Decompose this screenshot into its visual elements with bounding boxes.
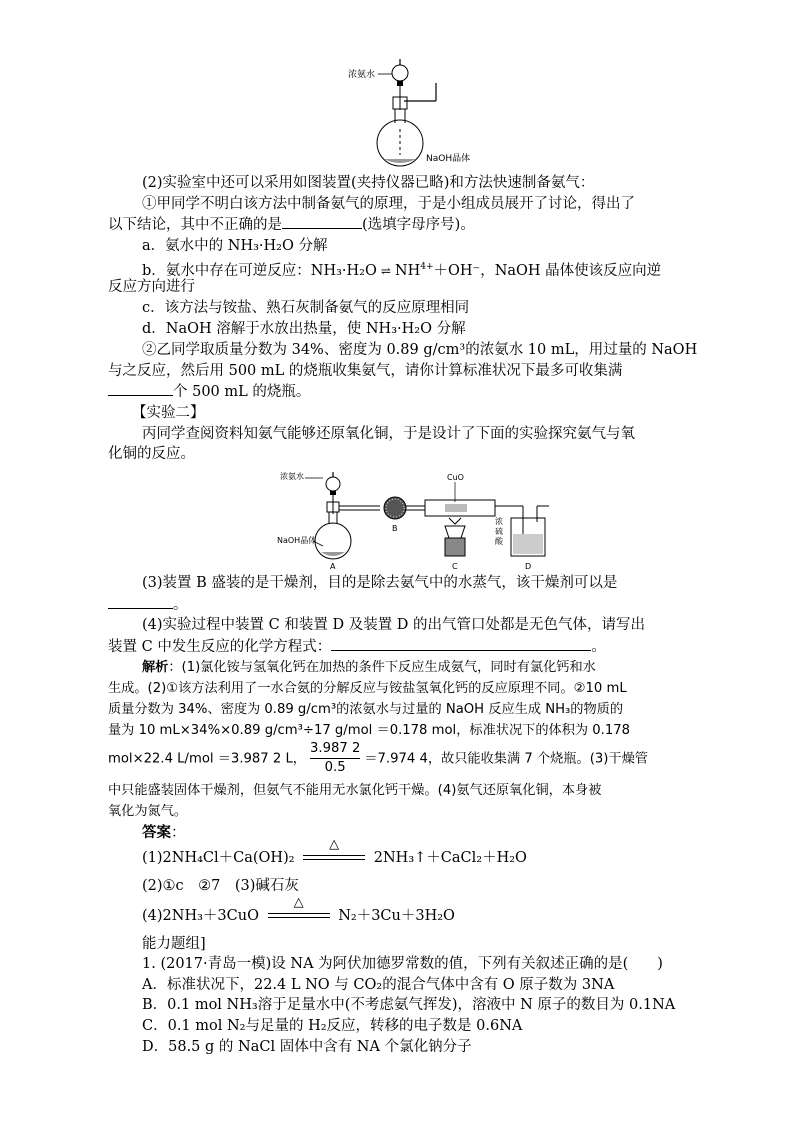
- analysis-label: 解析: [142, 660, 169, 675]
- question-2-1-line1: ①甲同学不明白该方法中制备氨气的原理，于是小组成员展开了讨论，得出了: [142, 196, 635, 212]
- option-c: c．该方法与铵盐、熟石灰制备氨气的反应原理相同: [142, 300, 470, 316]
- question-4-line1: (4)实验过程中装置 C 和装置 D 及装置 D 的出气管口处都是无色气体，请写出: [142, 617, 646, 633]
- experiment-2-intro-line1: 丙同学查阅资料知氨气能够还原氧化铜，于是设计了下面的实验探究氨气与氧: [142, 426, 635, 442]
- question-1-stem: 1. (2017·青岛一模)设 NA 为阿伏加德罗常数的值，下列有关叙述正确的是( ): [142, 956, 663, 972]
- label-acid-1: 浓: [495, 517, 503, 526]
- heat-arrow-icon: △: [299, 849, 369, 867]
- option-d: d．NaOH 溶解于水放出热量，使 NH₃·H₂O 分解: [142, 321, 466, 337]
- analysis-line7: 氧化为氮气。: [108, 804, 188, 819]
- answer-heading: 答案：: [142, 824, 186, 841]
- label-C: C: [452, 562, 458, 571]
- reversible-arrow-icon: ⇌: [380, 263, 391, 278]
- apparatus-figure-1: [340, 55, 471, 170]
- label-acid-3: 酸: [495, 537, 503, 546]
- question-3-line2: 。: [108, 594, 686, 615]
- label-naoh-2: NaOH晶体: [277, 536, 317, 545]
- label-naoh-1: NaOH晶体: [426, 154, 471, 164]
- option-b-cont: 反应方向进行: [108, 279, 195, 295]
- question-2-2-line2: 与之反应，然后用 500 mL 的烧瓶收集氨气，请你计算标准状况下最多可收集满: [108, 363, 623, 379]
- label-D: D: [525, 562, 532, 571]
- analysis-line3: 质量分数为 34%、密度为 0.89 g/cm³的浓氨水与过量的 NaOH 反应生成 NH₃的物质的: [108, 702, 624, 717]
- label-ammonia-2: 浓氨水: [280, 472, 304, 481]
- label-ammonia-1: 浓氨水: [348, 70, 376, 80]
- answer-2-3: (2)①c ②7 (3)碱石灰: [142, 878, 299, 894]
- question-3-line1: (3)装置 B 盛装的是干燥剂，目的是除去氨气中的水蒸气，该干燥剂可以是: [142, 575, 618, 591]
- question-2-1-line2: 以下结论，其中不正确的是 (选填字母序号)。: [108, 214, 686, 235]
- choice-c: C．0.1 mol N₂与足量的 H₂反应，转移的电子数是 0.6NA: [142, 1018, 523, 1034]
- choice-a: A．标准状况下，22.4 L NO 与 CO₂的混合气体中含有 O 原子数为 3NA: [142, 977, 615, 993]
- option-b: b．氨水中存在可逆反应：NH₃·H₂O ⇌ $NH^{4+}+OH^-$，NaOH 晶体使该反应向逆: [142, 262, 662, 279]
- answer-blank: [282, 214, 362, 229]
- analysis-line1: 解析：(1)氯化铵与氢氧化钙在加热的条件下反应生成氨气，同时有氯化钙和水: [142, 660, 596, 675]
- analysis-line5: mol×22.4 L/mol ＝3.987 2 L， $\frac{3.987 2}{0.5}$ ＝7.974 4，故只能收集满 7 个烧瓶。(3)干燥管: [108, 741, 648, 775]
- apparatus-figure-2: [275, 466, 560, 571]
- experiment-2-intro-line2: 化铜的反应。: [108, 446, 195, 462]
- question-4-line2: 装置 C 中发生反应的化学方程式： 。: [108, 636, 686, 657]
- analysis-line6: 中只能盛装固体干燥剂，但氨气不能用无水氯化钙干燥。(4)氨气还原氧化铜，本身被: [108, 783, 602, 798]
- analysis-line4: 量为 10 mL×34%×0.89 g/cm³÷17 g/mol ＝0.178 mol，标准状况下的体积为 0.178: [108, 723, 631, 738]
- section-heading: 能力题组]: [142, 936, 206, 952]
- equation-2: (4)2NH₃＋3CuO △ N₂＋3Cu＋3H₂O: [142, 895, 455, 924]
- answer-blank: [108, 381, 173, 396]
- question-2-intro: (2)实验室中还可以采用如图装置(夹持仪器已略)和方法快速制备氨气：: [142, 175, 595, 191]
- heat-arrow-icon: △: [264, 907, 334, 925]
- answer-blank: [108, 594, 173, 609]
- question-2-2-line3: 个 500 mL 的烧瓶。: [108, 381, 686, 402]
- answer-label: 答案: [142, 824, 171, 841]
- choice-d: D．58.5 g 的 NaCl 固体中含有 NA 个氯化钠分子: [142, 1039, 472, 1055]
- label-B: B: [392, 524, 398, 533]
- equation-1: (1)2NH₄Cl＋Ca(OH)₂ △ 2NH₃↑＋CaCl₂＋H₂O: [142, 837, 527, 866]
- label-cuo: CuO: [447, 473, 464, 482]
- option-a: a．氨水中的 NH₃·H₂O 分解: [142, 238, 328, 254]
- experiment-2-title: 【实验二】: [132, 405, 205, 421]
- fraction: $\frac{3.987 2}{0.5}$: [310, 741, 361, 775]
- label-acid-2: 硫: [495, 527, 503, 536]
- choice-b: B．0.1 mol NH₃溶于足量水中(不考虑氨气挥发)，溶液中 N 原子的数目为 0.1NA: [142, 997, 676, 1013]
- question-2-2-line1: ②乙同学取质量分数为 34%、密度为 0.89 g/cm³的浓氨水 10 mL，用过量的 NaOH: [142, 342, 698, 358]
- label-A: A: [330, 562, 336, 571]
- answer-blank: [331, 636, 591, 651]
- analysis-line2: 生成。(2)①该方法利用了一水合氨的分解反应与铵盐氢氧化钙的反应原理不同。②10 mL: [108, 681, 627, 696]
